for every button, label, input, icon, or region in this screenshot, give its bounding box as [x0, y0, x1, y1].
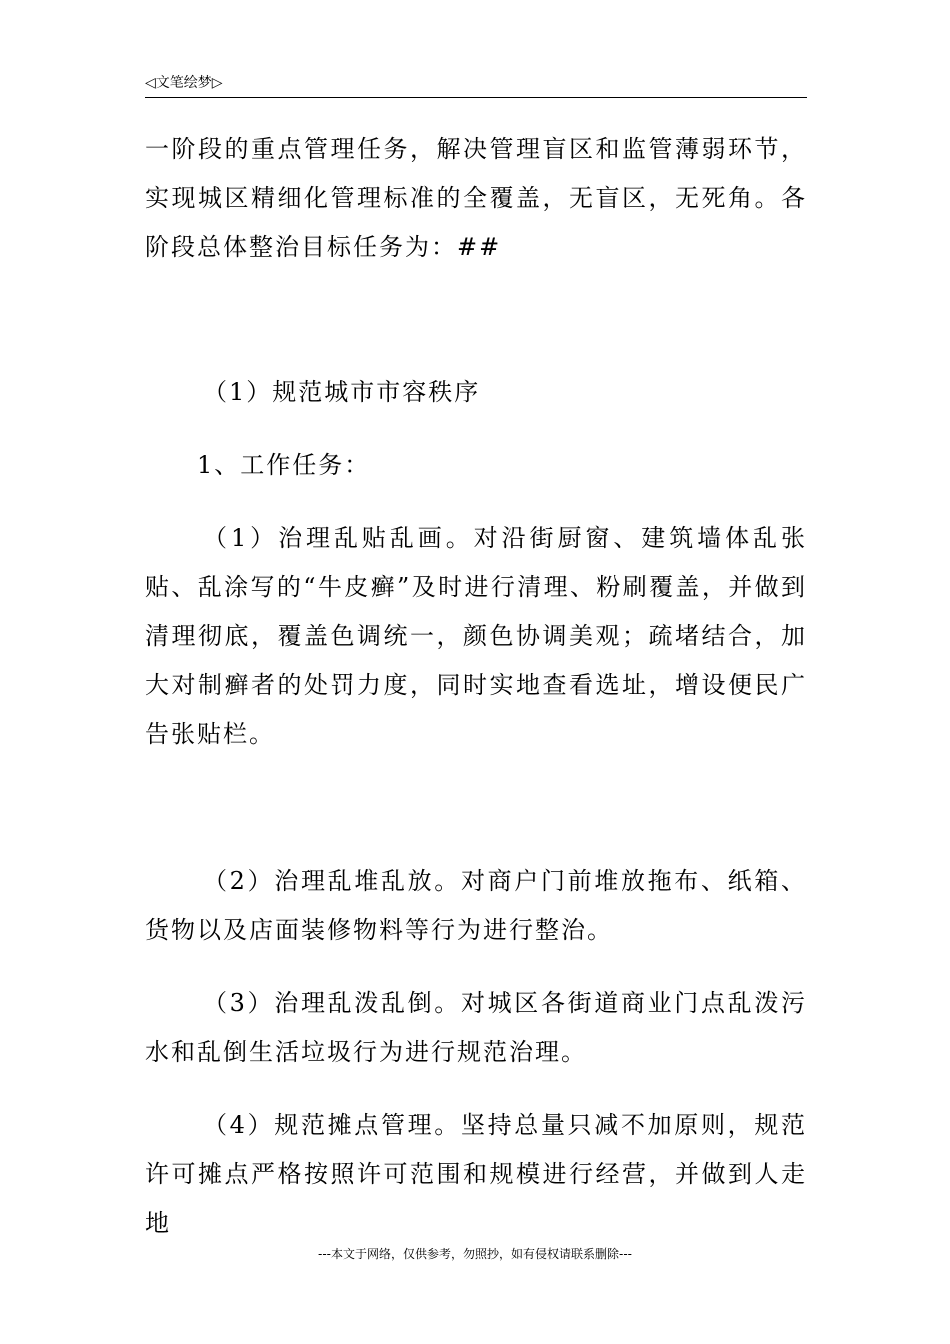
header-brand: ◁文笔绘梦▷ — [145, 75, 223, 91]
subsection-heading: 1、工作任务： — [197, 451, 371, 479]
footer-disclaimer: ---本文于网络，仅供参考，勿照抄，如有侵权请联系删除--- — [318, 1247, 632, 1261]
paragraph-item-4: （4）规范摊点管理。坚持总量只减不加原则，规范许可摊点严格按照许可范围和规模进行经营，并做到人走地 — [145, 1111, 807, 1237]
paragraph-item-3: （3）治理乱泼乱倒。对城区各街道商业门点乱泼污水和乱倒生活垃圾行为进行规范治理。 — [145, 989, 807, 1066]
paragraph-continuation: 一阶段的重点管理任务，解决管理盲区和监管薄弱环节，实现城区精细化管理标准的全覆盖，无盲区，无死角。各阶段总体整治目标任务为：## — [145, 135, 807, 261]
paragraph-item-1: （1）治理乱贴乱画。对沿街厨窗、建筑墙体乱张贴、乱涂写的“牛皮癣”及时进行清理、粉刷覆盖，并做到清理彻底，覆盖色调统一，颜色协调美观；疏堵结合，加大对制癣者的处罚力度，同时实地查看选址，增设便民广告张贴栏。 — [145, 524, 807, 748]
paragraph-item-2: （2）治理乱堆乱放。对商户门前堆放拖布、纸箱、货物以及店面装修物料等行为进行整治。 — [145, 867, 807, 944]
header-divider — [145, 97, 807, 98]
section-heading: （1）规范城市市容秩序 — [203, 378, 481, 406]
